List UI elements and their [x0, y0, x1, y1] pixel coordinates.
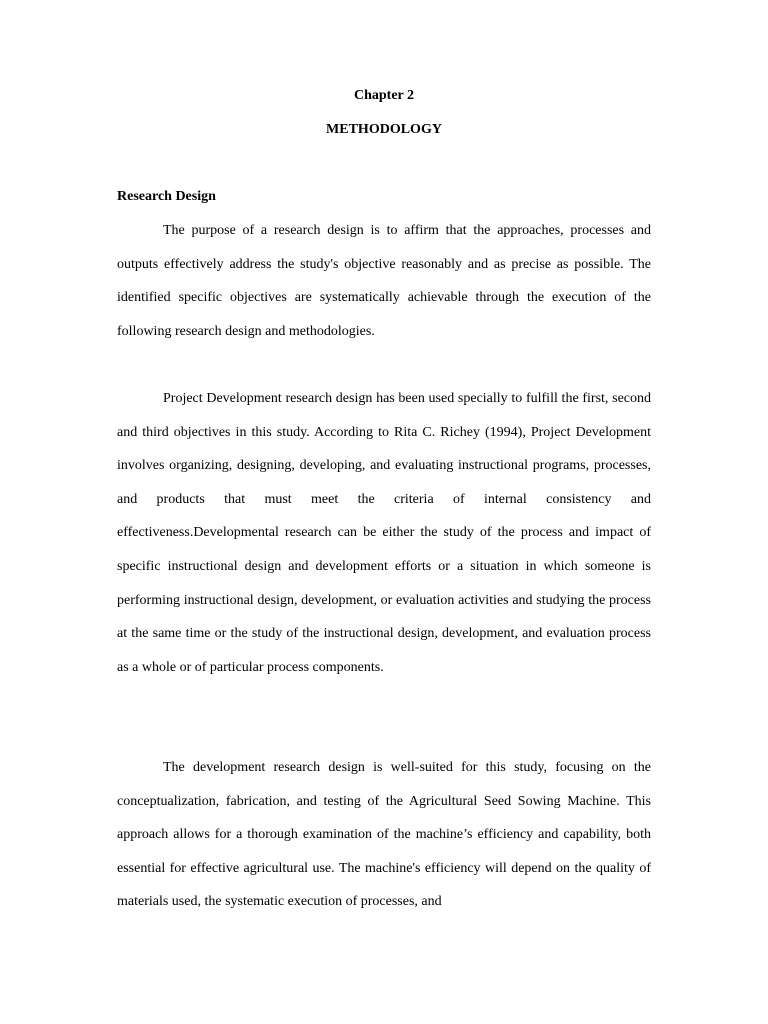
paragraph-research-design-purpose: The purpose of a research design is to affirm that the approaches, processes and outputs effectively address the study's objective reasonably and as precise as possible. The identified specific objectives are systematically achievable through the execution of the following research design and methodologies. [117, 223, 651, 339]
section-heading: Research Design [117, 189, 216, 204]
paragraph-development-research: The development research design is well-suited for this study, focusing on the conceptualization, fabrication, and testing of the Agricultural Seed Sowing Machine. This approach allows for a thorough examination of the machine’s efficiency and capability, both essential for effective agricultural use. The machine's efficiency will depend on the quality of materials used, the systematic execution of processes, and [117, 760, 651, 910]
chapter-title: Chapter 2 [353, 88, 415, 103]
paragraph-project-development: Project Development research design has been used specially to fulfill the first, second and third objectives in this study. According to Rita C. Richey (1994), Project Development involves organizing, designing, developing, and evaluating instructional programs, processes, and products that must meet the criteria of internal consistency and effectiveness.Developmental research can be either the study of the process and impact of specific instructional design and development efforts or a situation in which someone is performing instructional design, development, or evaluation activities and studying the process at the same time or the study of the instructional design, development, and evaluation process as a whole or of particular process components. [117, 391, 651, 675]
chapter-subtitle: METHODOLOGY [326, 122, 442, 137]
